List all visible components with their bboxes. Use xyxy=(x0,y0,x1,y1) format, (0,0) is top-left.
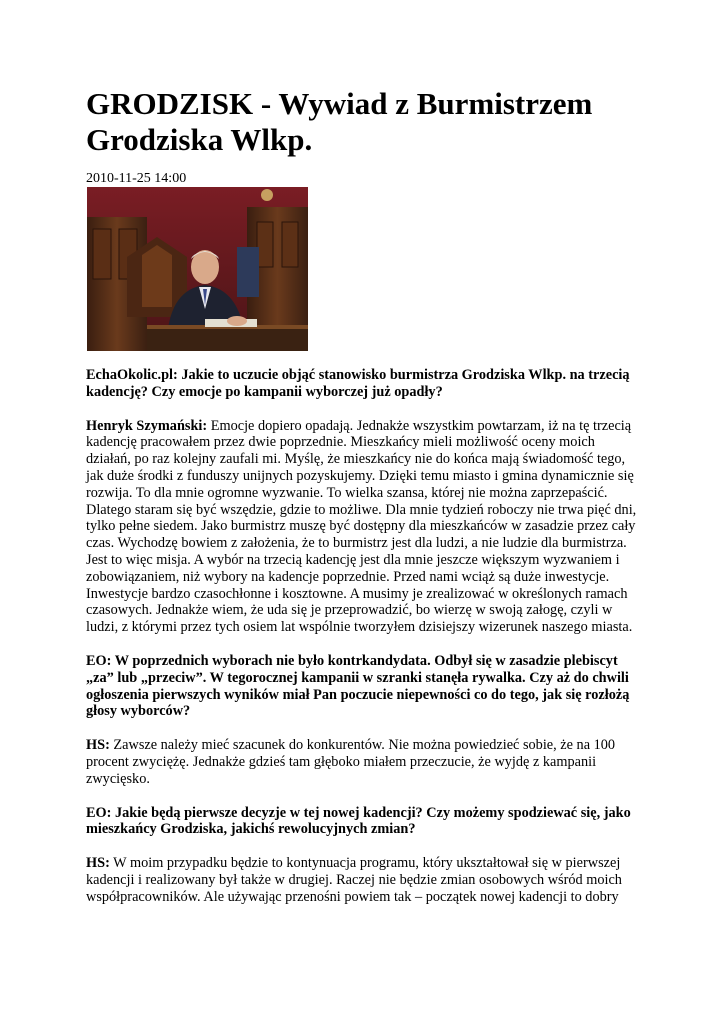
interview-question: EO: Jakie będą pierwsze decyzje w tej nowej kadencji? Czy możemy spodziewać się, jako mieszkańcy Grodziska, jakichś rewolucyjnych zmian? xyxy=(86,804,631,838)
answer-speaker: HS: xyxy=(86,855,110,872)
article-title: GRODZISK - Wywiad z Burmistrzem Grodziska Wlkp. xyxy=(86,86,593,157)
interview-answer xyxy=(86,737,642,787)
interview-question: EO: W poprzednich wyborach nie było kontrkandydata. Odbył się w zasadzie plebiscyt „za” lub „przeciw”. W tegorocznej kampanii w szranki stanęła rywalka. Czy aż do chwili ogłoszenia pierwszych wyników miał Pan poczucie niepewności co do tego, jak się rozłożą głosy wyborców? xyxy=(86,652,630,720)
answer-text: Emocje dopiero opadają. Jednakże wszystkim powtarzam, iż na tę trzecią kadencję pracowałem przez dwie poprzednie. Mieszkańcy mieli możliwość oceny moich działań, po raz kolejny zaufali mi. Myślę, że mieszkańcy nie do końca mają świadomość tego, jak duże środki z funduszy unijnych pozyskujemy. Dzięki temu miasto i gmina dynamicznie się rozwija. To dla mnie ogromne wyzwanie. To wielka szansa, której nie można zaprzepaścić. Dlatego staram się być wszędzie, gdzie to możliwe. Dla mnie tydzień roboczy nie trwa pięć dni, tylko pełne siedem. Jako burmistrz muszę być dostępny dla mieszkańców w zasadzie przez cały czas. Wychodzę bowiem z założenia, że to burmistrz jest dla ludzi, a nie ludzie dla burmistrza. Jest to więc misja. A wybór na trzecią kadencję jest dla mnie jeszcze większym wyzwaniem i zobowiązaniem, niż wybory na kadencje poprzednie. Przed nami wciąż są duże inwestycje. Inwestycje bardzo czasochłonne i kosztowne. A musimy je zrealizować w określonych ramach czasowych. Jednakże wiem, że uda się je przeprowadzić, bo wierzę w swoją załogę, czyli w ludzi, z którymi przez tych osiem lat wspólnie tworzyłem dzisiejszy wizerunek naszego miasta. xyxy=(86,417,637,636)
answer-speaker: Henryk Szymański: xyxy=(86,417,208,434)
interview-answer xyxy=(86,418,642,636)
interview-body xyxy=(86,367,642,923)
interview-answer xyxy=(86,855,642,905)
answer-speaker: HS: xyxy=(86,737,110,754)
article-date: 2010-11-25 14:00 xyxy=(86,171,187,186)
portrait-photo xyxy=(87,187,308,351)
answer-text: W moim przypadku będzie to kontynuacja programu, który ukształtował się w pierwszej kadencji i realizowany był także w drugiej. Raczej nie będzie zmian osobowych wśród moich współpracowników. Ale używając przenośni powiem tak – początek nowej kadencji to dobry xyxy=(86,855,622,905)
interview-question: EchaOkolic.pl: Jakie to uczucie objąć stanowisko burmistrza Grodziska Wlkp. na trzecią kadencję? Czy emocje po kampanii wyborczej już opadły? xyxy=(86,367,630,400)
answer-text: Zawsze należy mieć szacunek do konkurentów. Nie można powiedzieć sobie, że na 100 procent zwyciężę. Jednakże gdzieś tam głęboko miałem przeczucie, że wyjdę z kampanii zwycięsko. xyxy=(86,737,616,787)
